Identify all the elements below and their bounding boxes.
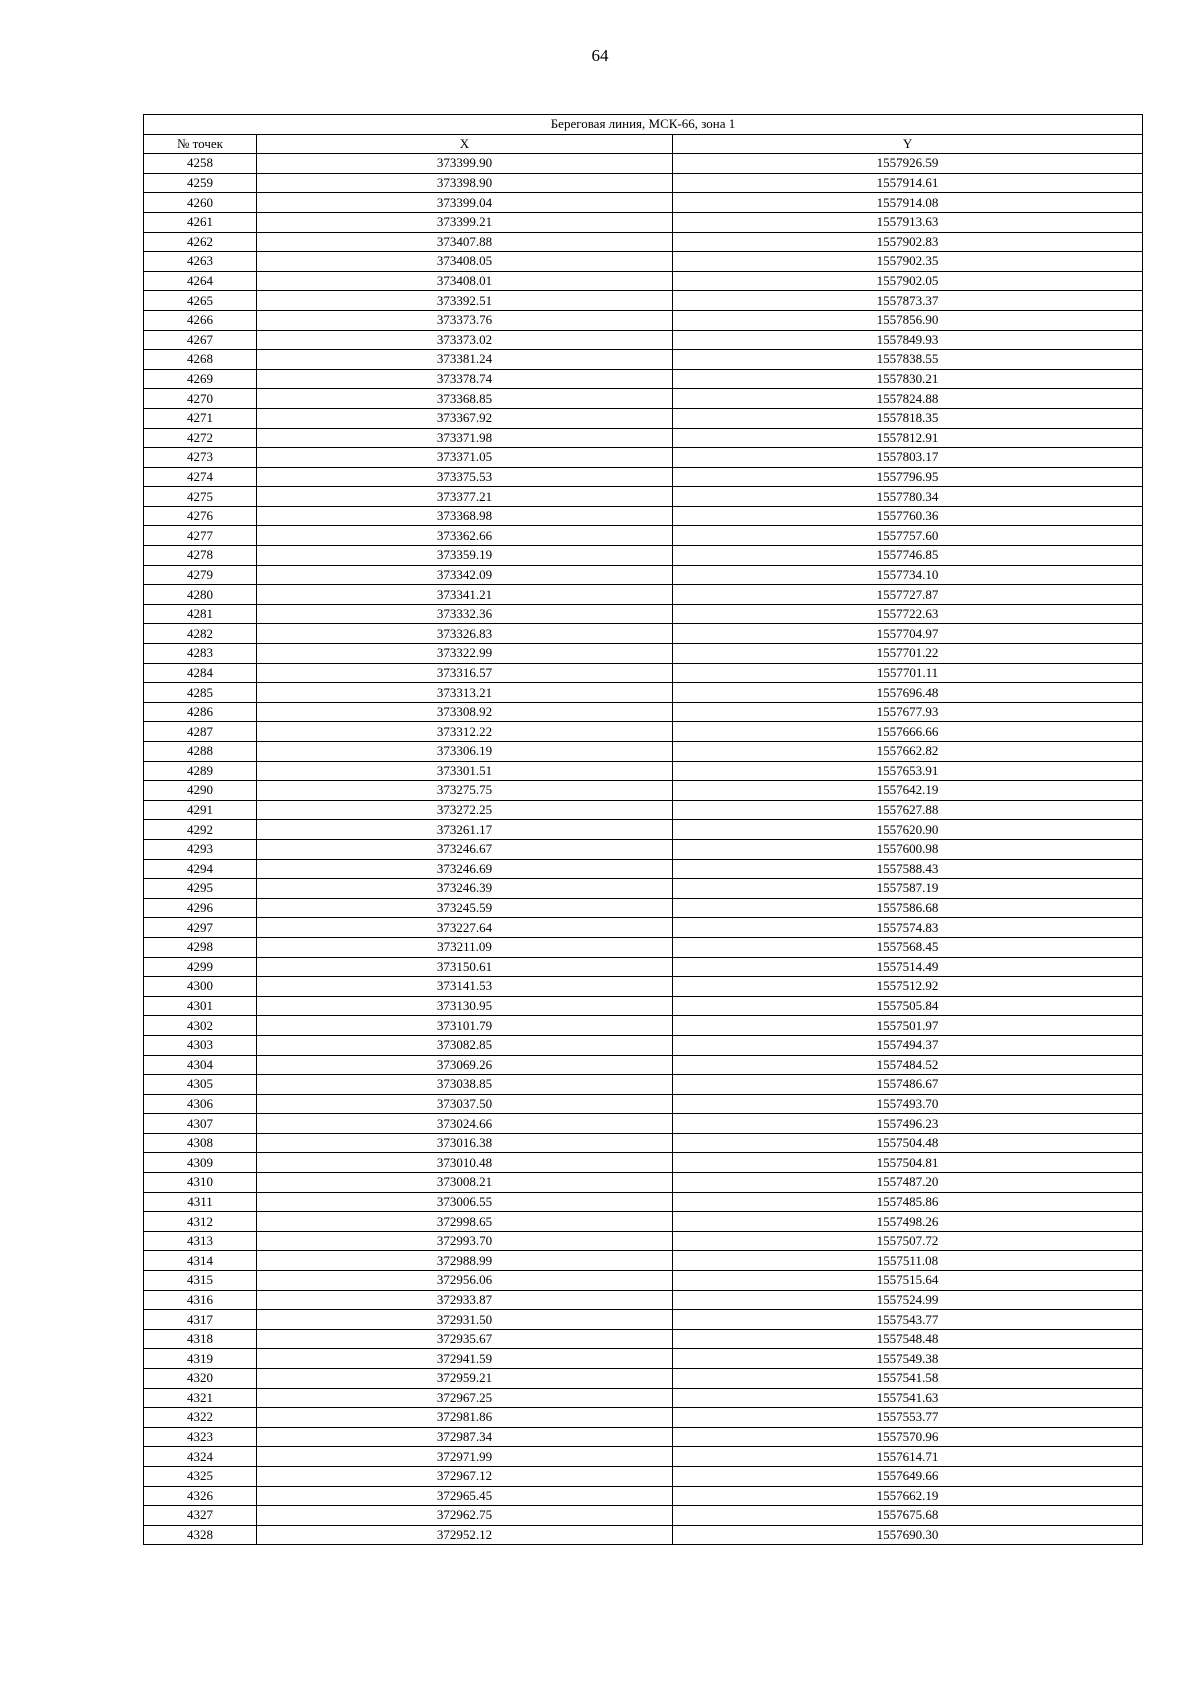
cell-x: 373381.24 xyxy=(257,350,673,370)
table-row xyxy=(144,722,1143,742)
cell-point-number: 4272 xyxy=(144,428,257,448)
cell-y: 1557873.37 xyxy=(673,291,1143,311)
cell-x: 372971.99 xyxy=(257,1447,673,1467)
cell-y: 1557587.19 xyxy=(673,879,1143,899)
cell-y: 1557902.05 xyxy=(673,271,1143,291)
cell-y: 1557494.37 xyxy=(673,1035,1143,1055)
cell-y: 1557926.59 xyxy=(673,154,1143,174)
table-row xyxy=(144,1486,1143,1506)
cell-y: 1557512.92 xyxy=(673,977,1143,997)
table-row xyxy=(144,879,1143,899)
cell-x: 373375.53 xyxy=(257,467,673,487)
table-row xyxy=(144,683,1143,703)
cell-point-number: 4322 xyxy=(144,1408,257,1428)
cell-x: 372965.45 xyxy=(257,1486,673,1506)
cell-y: 1557701.11 xyxy=(673,663,1143,683)
column-header-point-number: № точек xyxy=(144,134,257,154)
cell-y: 1557553.77 xyxy=(673,1408,1143,1428)
cell-y: 1557812.91 xyxy=(673,428,1143,448)
cell-point-number: 4312 xyxy=(144,1212,257,1232)
cell-point-number: 4319 xyxy=(144,1349,257,1369)
cell-point-number: 4261 xyxy=(144,212,257,232)
cell-point-number: 4327 xyxy=(144,1506,257,1526)
cell-x: 373322.99 xyxy=(257,644,673,664)
cell-x: 373245.59 xyxy=(257,898,673,918)
table-row xyxy=(144,1466,1143,1486)
table-row xyxy=(144,1192,1143,1212)
table-row xyxy=(144,448,1143,468)
table-row xyxy=(144,389,1143,409)
table-row xyxy=(144,742,1143,762)
cell-y: 1557757.60 xyxy=(673,526,1143,546)
cell-point-number: 4284 xyxy=(144,663,257,683)
cell-point-number: 4262 xyxy=(144,232,257,252)
table-row xyxy=(144,1075,1143,1095)
cell-x: 373362.66 xyxy=(257,526,673,546)
table-title: Береговая линия, МСК-66, зона 1 xyxy=(144,115,1143,135)
cell-y: 1557818.35 xyxy=(673,408,1143,428)
cell-point-number: 4314 xyxy=(144,1251,257,1271)
cell-x: 373377.21 xyxy=(257,487,673,507)
cell-y: 1557701.22 xyxy=(673,644,1143,664)
cell-y: 1557614.71 xyxy=(673,1447,1143,1467)
cell-y: 1557690.30 xyxy=(673,1525,1143,1545)
cell-y: 1557570.96 xyxy=(673,1427,1143,1447)
cell-point-number: 4310 xyxy=(144,1173,257,1193)
table-row xyxy=(144,820,1143,840)
cell-point-number: 4276 xyxy=(144,506,257,526)
table-row xyxy=(144,1427,1143,1447)
cell-x: 373130.95 xyxy=(257,996,673,1016)
cell-x: 373368.85 xyxy=(257,389,673,409)
cell-x: 373373.02 xyxy=(257,330,673,350)
table-row xyxy=(144,1173,1143,1193)
cell-y: 1557600.98 xyxy=(673,839,1143,859)
cell-x: 373326.83 xyxy=(257,624,673,644)
cell-point-number: 4307 xyxy=(144,1114,257,1134)
table-row xyxy=(144,898,1143,918)
table-row xyxy=(144,1016,1143,1036)
cell-y: 1557830.21 xyxy=(673,369,1143,389)
table-row xyxy=(144,271,1143,291)
cell-point-number: 4303 xyxy=(144,1035,257,1055)
cell-x: 372987.34 xyxy=(257,1427,673,1447)
cell-y: 1557486.67 xyxy=(673,1075,1143,1095)
cell-y: 1557541.63 xyxy=(673,1388,1143,1408)
table-row xyxy=(144,1310,1143,1330)
cell-x: 373408.05 xyxy=(257,252,673,272)
cell-x: 372952.12 xyxy=(257,1525,673,1545)
cell-x: 373272.25 xyxy=(257,800,673,820)
cell-point-number: 4283 xyxy=(144,644,257,664)
table-header-row xyxy=(144,134,1143,154)
cell-x: 373261.17 xyxy=(257,820,673,840)
cell-x: 372967.12 xyxy=(257,1466,673,1486)
table-row xyxy=(144,1408,1143,1428)
cell-x: 373371.98 xyxy=(257,428,673,448)
cell-point-number: 4318 xyxy=(144,1329,257,1349)
table-row xyxy=(144,957,1143,977)
column-header-y: Y xyxy=(673,134,1143,154)
cell-y: 1557642.19 xyxy=(673,781,1143,801)
cell-point-number: 4320 xyxy=(144,1369,257,1389)
table-row xyxy=(144,291,1143,311)
cell-y: 1557588.43 xyxy=(673,859,1143,879)
table-row xyxy=(144,585,1143,605)
cell-x: 372998.65 xyxy=(257,1212,673,1232)
cell-x: 373246.69 xyxy=(257,859,673,879)
cell-x: 373407.88 xyxy=(257,232,673,252)
table-row xyxy=(144,1212,1143,1232)
table-row xyxy=(144,408,1143,428)
cell-x: 373373.76 xyxy=(257,310,673,330)
cell-x: 373082.85 xyxy=(257,1035,673,1055)
cell-point-number: 4278 xyxy=(144,546,257,566)
cell-x: 372993.70 xyxy=(257,1231,673,1251)
cell-y: 1557653.91 xyxy=(673,761,1143,781)
cell-x: 372988.99 xyxy=(257,1251,673,1271)
cell-x: 373367.92 xyxy=(257,408,673,428)
cell-y: 1557780.34 xyxy=(673,487,1143,507)
cell-point-number: 4306 xyxy=(144,1094,257,1114)
cell-point-number: 4294 xyxy=(144,859,257,879)
cell-point-number: 4259 xyxy=(144,173,257,193)
cell-x: 373211.09 xyxy=(257,937,673,957)
cell-y: 1557504.81 xyxy=(673,1153,1143,1173)
cell-x: 373308.92 xyxy=(257,702,673,722)
table-row xyxy=(144,996,1143,1016)
cell-y: 1557541.58 xyxy=(673,1369,1143,1389)
table-row xyxy=(144,350,1143,370)
cell-point-number: 4323 xyxy=(144,1427,257,1447)
cell-point-number: 4295 xyxy=(144,879,257,899)
cell-y: 1557496.23 xyxy=(673,1114,1143,1134)
cell-point-number: 4300 xyxy=(144,977,257,997)
table-row xyxy=(144,761,1143,781)
cell-y: 1557803.17 xyxy=(673,448,1143,468)
cell-y: 1557515.64 xyxy=(673,1271,1143,1291)
cell-y: 1557568.45 xyxy=(673,937,1143,957)
cell-y: 1557620.90 xyxy=(673,820,1143,840)
table-row xyxy=(144,644,1143,664)
cell-point-number: 4264 xyxy=(144,271,257,291)
cell-y: 1557675.68 xyxy=(673,1506,1143,1526)
cell-x: 373141.53 xyxy=(257,977,673,997)
cell-point-number: 4285 xyxy=(144,683,257,703)
cell-point-number: 4274 xyxy=(144,467,257,487)
cell-y: 1557824.88 xyxy=(673,389,1143,409)
table-row xyxy=(144,1369,1143,1389)
cell-x: 373368.98 xyxy=(257,506,673,526)
table-row xyxy=(144,918,1143,938)
cell-point-number: 4266 xyxy=(144,310,257,330)
cell-y: 1557722.63 xyxy=(673,604,1143,624)
cell-x: 373399.90 xyxy=(257,154,673,174)
cell-x: 373332.36 xyxy=(257,604,673,624)
cell-x: 373024.66 xyxy=(257,1114,673,1134)
cell-point-number: 4299 xyxy=(144,957,257,977)
cell-x: 373246.67 xyxy=(257,839,673,859)
cell-point-number: 4267 xyxy=(144,330,257,350)
cell-x: 373227.64 xyxy=(257,918,673,938)
table-row xyxy=(144,1290,1143,1310)
cell-y: 1557727.87 xyxy=(673,585,1143,605)
cell-y: 1557914.08 xyxy=(673,193,1143,213)
cell-y: 1557734.10 xyxy=(673,565,1143,585)
cell-x: 373037.50 xyxy=(257,1094,673,1114)
table-row xyxy=(144,369,1143,389)
table-title-row xyxy=(144,115,1143,135)
cell-point-number: 4293 xyxy=(144,839,257,859)
coordinates-table xyxy=(143,114,1143,1545)
cell-point-number: 4279 xyxy=(144,565,257,585)
cell-point-number: 4315 xyxy=(144,1271,257,1291)
cell-y: 1557902.35 xyxy=(673,252,1143,272)
cell-x: 372981.86 xyxy=(257,1408,673,1428)
cell-point-number: 4328 xyxy=(144,1525,257,1545)
cell-point-number: 4309 xyxy=(144,1153,257,1173)
cell-y: 1557524.99 xyxy=(673,1290,1143,1310)
cell-point-number: 4271 xyxy=(144,408,257,428)
cell-x: 373378.74 xyxy=(257,369,673,389)
table-row xyxy=(144,487,1143,507)
cell-y: 1557677.93 xyxy=(673,702,1143,722)
table-row xyxy=(144,330,1143,350)
cell-point-number: 4268 xyxy=(144,350,257,370)
cell-x: 373313.21 xyxy=(257,683,673,703)
table-row xyxy=(144,1525,1143,1545)
cell-y: 1557913.63 xyxy=(673,212,1143,232)
cell-y: 1557501.97 xyxy=(673,1016,1143,1036)
cell-y: 1557746.85 xyxy=(673,546,1143,566)
cell-x: 372935.67 xyxy=(257,1329,673,1349)
cell-y: 1557627.88 xyxy=(673,800,1143,820)
cell-y: 1557902.83 xyxy=(673,232,1143,252)
cell-x: 372967.25 xyxy=(257,1388,673,1408)
cell-point-number: 4313 xyxy=(144,1231,257,1251)
cell-x: 373399.04 xyxy=(257,193,673,213)
cell-y: 1557514.49 xyxy=(673,957,1143,977)
cell-point-number: 4292 xyxy=(144,820,257,840)
table-row xyxy=(144,565,1143,585)
cell-x: 373016.38 xyxy=(257,1133,673,1153)
cell-point-number: 4290 xyxy=(144,781,257,801)
cell-y: 1557543.77 xyxy=(673,1310,1143,1330)
cell-x: 373006.55 xyxy=(257,1192,673,1212)
table-row xyxy=(144,212,1143,232)
cell-point-number: 4281 xyxy=(144,604,257,624)
cell-x: 373301.51 xyxy=(257,761,673,781)
cell-x: 373150.61 xyxy=(257,957,673,977)
cell-y: 1557505.84 xyxy=(673,996,1143,1016)
cell-y: 1557574.83 xyxy=(673,918,1143,938)
cell-y: 1557796.95 xyxy=(673,467,1143,487)
cell-y: 1557704.97 xyxy=(673,624,1143,644)
table-row xyxy=(144,977,1143,997)
table-row xyxy=(144,1231,1143,1251)
cell-point-number: 4288 xyxy=(144,742,257,762)
cell-y: 1557493.70 xyxy=(673,1094,1143,1114)
cell-x: 372933.87 xyxy=(257,1290,673,1310)
cell-y: 1557849.93 xyxy=(673,330,1143,350)
cell-point-number: 4286 xyxy=(144,702,257,722)
table-row xyxy=(144,937,1143,957)
cell-point-number: 4324 xyxy=(144,1447,257,1467)
table-row xyxy=(144,506,1143,526)
cell-x: 373010.48 xyxy=(257,1153,673,1173)
cell-point-number: 4269 xyxy=(144,369,257,389)
table-row xyxy=(144,154,1143,174)
cell-y: 1557856.90 xyxy=(673,310,1143,330)
table-row xyxy=(144,1133,1143,1153)
cell-point-number: 4263 xyxy=(144,252,257,272)
cell-x: 373038.85 xyxy=(257,1075,673,1095)
table-row xyxy=(144,252,1143,272)
cell-point-number: 4317 xyxy=(144,1310,257,1330)
table-row xyxy=(144,193,1143,213)
cell-y: 1557484.52 xyxy=(673,1055,1143,1075)
cell-x: 372931.50 xyxy=(257,1310,673,1330)
cell-y: 1557507.72 xyxy=(673,1231,1143,1251)
cell-point-number: 4265 xyxy=(144,291,257,311)
cell-y: 1557549.38 xyxy=(673,1349,1143,1369)
cell-point-number: 4311 xyxy=(144,1192,257,1212)
cell-point-number: 4301 xyxy=(144,996,257,1016)
table-row xyxy=(144,800,1143,820)
page-number: 64 xyxy=(591,46,609,65)
cell-y: 1557662.19 xyxy=(673,1486,1143,1506)
cell-point-number: 4302 xyxy=(144,1016,257,1036)
table-row xyxy=(144,859,1143,879)
table-row xyxy=(144,546,1143,566)
table-row xyxy=(144,781,1143,801)
table-row xyxy=(144,1447,1143,1467)
cell-x: 373316.57 xyxy=(257,663,673,683)
table-row xyxy=(144,526,1143,546)
cell-y: 1557649.66 xyxy=(673,1466,1143,1486)
cell-point-number: 4282 xyxy=(144,624,257,644)
cell-x: 373371.05 xyxy=(257,448,673,468)
cell-x: 373275.75 xyxy=(257,781,673,801)
cell-point-number: 4287 xyxy=(144,722,257,742)
table-row xyxy=(144,1506,1143,1526)
cell-y: 1557838.55 xyxy=(673,350,1143,370)
cell-x: 373312.22 xyxy=(257,722,673,742)
cell-x: 373246.39 xyxy=(257,879,673,899)
cell-point-number: 4321 xyxy=(144,1388,257,1408)
cell-x: 372959.21 xyxy=(257,1369,673,1389)
cell-point-number: 4308 xyxy=(144,1133,257,1153)
cell-point-number: 4298 xyxy=(144,937,257,957)
cell-y: 1557487.20 xyxy=(673,1173,1143,1193)
cell-x: 373359.19 xyxy=(257,546,673,566)
cell-x: 373101.79 xyxy=(257,1016,673,1036)
table-row xyxy=(144,232,1143,252)
cell-point-number: 4316 xyxy=(144,1290,257,1310)
cell-y: 1557485.86 xyxy=(673,1192,1143,1212)
table-row xyxy=(144,310,1143,330)
table-row xyxy=(144,1271,1143,1291)
cell-y: 1557760.36 xyxy=(673,506,1143,526)
cell-point-number: 4296 xyxy=(144,898,257,918)
table-row xyxy=(144,1153,1143,1173)
table-row xyxy=(144,428,1143,448)
table-row xyxy=(144,1251,1143,1271)
table-row xyxy=(144,702,1143,722)
cell-y: 1557914.61 xyxy=(673,173,1143,193)
table-body xyxy=(144,154,1143,1545)
cell-point-number: 4291 xyxy=(144,800,257,820)
table-row xyxy=(144,1388,1143,1408)
table-row xyxy=(144,1055,1143,1075)
cell-point-number: 4305 xyxy=(144,1075,257,1095)
cell-y: 1557511.08 xyxy=(673,1251,1143,1271)
cell-y: 1557696.48 xyxy=(673,683,1143,703)
table-row xyxy=(144,467,1143,487)
cell-x: 373392.51 xyxy=(257,291,673,311)
cell-x: 373069.26 xyxy=(257,1055,673,1075)
cell-point-number: 4273 xyxy=(144,448,257,468)
table-row xyxy=(144,1114,1143,1134)
table-row xyxy=(144,1349,1143,1369)
cell-y: 1557662.82 xyxy=(673,742,1143,762)
cell-y: 1557504.48 xyxy=(673,1133,1143,1153)
table-row xyxy=(144,624,1143,644)
cell-x: 373398.90 xyxy=(257,173,673,193)
cell-x: 373399.21 xyxy=(257,212,673,232)
cell-point-number: 4280 xyxy=(144,585,257,605)
cell-y: 1557586.68 xyxy=(673,898,1143,918)
cell-point-number: 4289 xyxy=(144,761,257,781)
cell-x: 373306.19 xyxy=(257,742,673,762)
cell-x: 372956.06 xyxy=(257,1271,673,1291)
table-row xyxy=(144,1329,1143,1349)
table-row xyxy=(144,173,1143,193)
cell-point-number: 4260 xyxy=(144,193,257,213)
cell-x: 373408.01 xyxy=(257,271,673,291)
table-row xyxy=(144,663,1143,683)
cell-x: 373342.09 xyxy=(257,565,673,585)
cell-point-number: 4275 xyxy=(144,487,257,507)
column-header-x: X xyxy=(257,134,673,154)
table-row xyxy=(144,1035,1143,1055)
cell-x: 372962.75 xyxy=(257,1506,673,1526)
cell-point-number: 4326 xyxy=(144,1486,257,1506)
cell-y: 1557548.48 xyxy=(673,1329,1143,1349)
cell-point-number: 4258 xyxy=(144,154,257,174)
cell-point-number: 4270 xyxy=(144,389,257,409)
cell-point-number: 4297 xyxy=(144,918,257,938)
cell-x: 373341.21 xyxy=(257,585,673,605)
cell-x: 372941.59 xyxy=(257,1349,673,1369)
cell-x: 373008.21 xyxy=(257,1173,673,1193)
table-row xyxy=(144,1094,1143,1114)
cell-y: 1557666.66 xyxy=(673,722,1143,742)
table-row xyxy=(144,604,1143,624)
cell-point-number: 4325 xyxy=(144,1466,257,1486)
cell-point-number: 4304 xyxy=(144,1055,257,1075)
cell-y: 1557498.26 xyxy=(673,1212,1143,1232)
table-row xyxy=(144,839,1143,859)
cell-point-number: 4277 xyxy=(144,526,257,546)
